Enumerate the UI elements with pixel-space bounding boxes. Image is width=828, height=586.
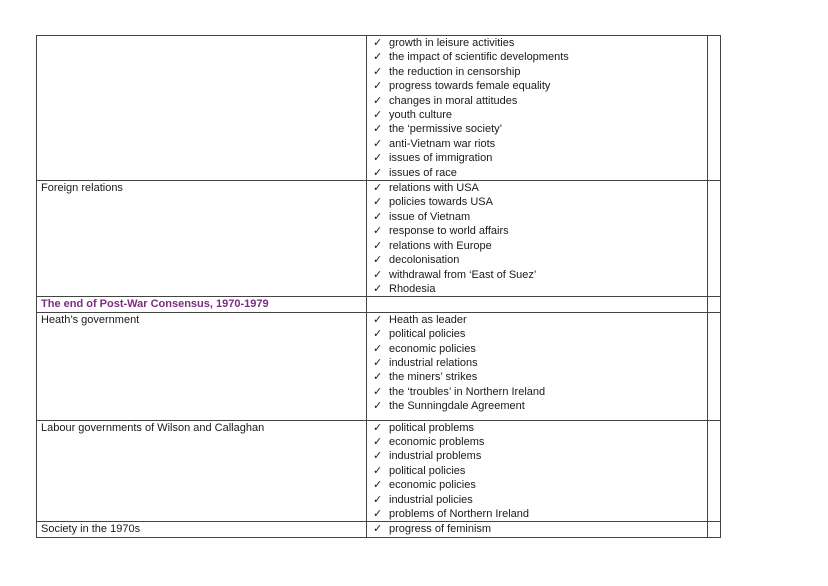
list-item-text: response to world affairs bbox=[389, 225, 509, 238]
check-mark-icon: ✓ bbox=[373, 182, 383, 195]
content-list bbox=[371, 522, 703, 536]
check-mark-icon: ✓ bbox=[373, 371, 383, 384]
list-item bbox=[371, 435, 703, 449]
check-mark-icon: ✓ bbox=[373, 94, 383, 107]
spacer-cell bbox=[708, 36, 721, 181]
table-row bbox=[37, 312, 721, 420]
content-cell bbox=[367, 297, 708, 312]
list-item-text: Rhodesia bbox=[389, 282, 436, 295]
list-item-text: the ‘permissive society’ bbox=[389, 123, 503, 136]
list-item bbox=[371, 122, 703, 136]
list-item bbox=[371, 313, 703, 327]
table-row bbox=[37, 181, 721, 297]
list-item bbox=[371, 449, 703, 463]
topic-label: Labour governments of Wilson and Callaghan bbox=[41, 421, 265, 434]
list-item bbox=[371, 342, 703, 356]
list-item-text: changes in moral attitudes bbox=[389, 94, 518, 107]
list-item-text: relations with Europe bbox=[389, 239, 492, 252]
list-item-text: the miners’ strikes bbox=[389, 371, 478, 384]
content-list bbox=[371, 181, 703, 296]
list-item-text: political problems bbox=[389, 421, 474, 434]
list-item bbox=[371, 36, 703, 50]
list-item-text: industrial problems bbox=[389, 450, 482, 463]
check-mark-icon: ✓ bbox=[373, 493, 383, 506]
table-row bbox=[37, 522, 721, 537]
list-item-text: Heath as leader bbox=[389, 313, 467, 326]
list-item-text: economic problems bbox=[389, 435, 485, 448]
list-item-text: relations with USA bbox=[389, 182, 479, 195]
check-mark-icon: ✓ bbox=[373, 210, 383, 223]
spacer-cell bbox=[708, 420, 721, 522]
topic-label: Society in the 1970s bbox=[41, 523, 141, 536]
list-item bbox=[371, 493, 703, 507]
check-mark-icon: ✓ bbox=[373, 152, 383, 165]
check-mark-icon: ✓ bbox=[373, 356, 383, 369]
list-item-text: problems of Northern Ireland bbox=[389, 508, 530, 520]
section-heading bbox=[37, 297, 367, 312]
section-heading-row bbox=[37, 297, 721, 312]
list-item bbox=[371, 522, 703, 536]
list-item-text: the reduction in censorship bbox=[389, 65, 521, 78]
spacer-cell bbox=[708, 181, 721, 297]
list-item-text: anti-Vietnam war riots bbox=[389, 137, 496, 150]
topic-cell bbox=[37, 420, 367, 522]
check-mark-icon: ✓ bbox=[373, 239, 383, 252]
list-item bbox=[371, 507, 703, 521]
list-item bbox=[371, 151, 703, 165]
list-item-text: issue of Vietnam bbox=[389, 210, 471, 223]
list-item bbox=[371, 282, 703, 296]
list-item-text: the ‘troubles’ in Northern Ireland bbox=[389, 385, 546, 398]
list-item-text: the Sunningdale Agreement bbox=[389, 400, 525, 413]
list-item-text: industrial relations bbox=[389, 356, 478, 369]
content-cell bbox=[367, 522, 708, 537]
section-heading-text: The end of Post-War Consensus, 1970-1979 bbox=[41, 298, 269, 311]
check-mark-icon: ✓ bbox=[373, 137, 383, 150]
spacer-cell bbox=[708, 522, 721, 537]
check-mark-icon: ✓ bbox=[373, 435, 383, 448]
list-item-text: issues of race bbox=[389, 166, 457, 179]
list-item bbox=[371, 239, 703, 253]
check-mark-icon: ✓ bbox=[373, 268, 383, 281]
list-item bbox=[371, 65, 703, 79]
list-item-text: youth culture bbox=[389, 109, 452, 122]
check-mark-icon: ✓ bbox=[373, 450, 383, 463]
content-list bbox=[371, 36, 703, 180]
check-mark-icon: ✓ bbox=[373, 464, 383, 477]
check-mark-icon: ✓ bbox=[373, 400, 383, 413]
list-item bbox=[371, 421, 703, 435]
list-item bbox=[371, 210, 703, 224]
list-item bbox=[371, 464, 703, 478]
check-mark-icon: ✓ bbox=[373, 123, 383, 136]
list-item bbox=[371, 253, 703, 267]
list-item-text: progress of feminism bbox=[389, 523, 492, 536]
list-item-text: withdrawal from ‘East of Suez’ bbox=[389, 268, 537, 281]
check-mark-icon: ✓ bbox=[373, 80, 383, 93]
check-mark-icon: ✓ bbox=[373, 109, 383, 122]
check-mark-icon: ✓ bbox=[373, 479, 383, 492]
check-mark-icon: ✓ bbox=[373, 254, 383, 267]
check-mark-icon: ✓ bbox=[373, 196, 383, 209]
table-body bbox=[37, 36, 721, 538]
list-item bbox=[371, 94, 703, 108]
list-item-text: political policies bbox=[389, 464, 466, 477]
list-item bbox=[371, 399, 703, 413]
list-item bbox=[371, 385, 703, 399]
list-item-text: the impact of scientific developments bbox=[389, 51, 569, 64]
spacer-cell bbox=[708, 297, 721, 312]
check-mark-icon: ✓ bbox=[373, 421, 383, 434]
topic-cell bbox=[37, 312, 367, 420]
list-item bbox=[371, 181, 703, 195]
list-item bbox=[371, 79, 703, 93]
list-item bbox=[371, 166, 703, 180]
list-item bbox=[371, 478, 703, 492]
list-item bbox=[371, 356, 703, 370]
check-mark-icon: ✓ bbox=[373, 523, 383, 536]
table-row bbox=[37, 420, 721, 522]
list-item-text: economic policies bbox=[389, 342, 476, 355]
content-cell bbox=[367, 36, 708, 181]
list-item bbox=[371, 195, 703, 209]
topic-label: Heath’s government bbox=[41, 313, 140, 326]
check-mark-icon: ✓ bbox=[373, 51, 383, 64]
check-mark-icon: ✓ bbox=[373, 385, 383, 398]
check-mark-icon: ✓ bbox=[373, 166, 383, 179]
content-cell bbox=[367, 312, 708, 420]
check-mark-icon: ✓ bbox=[373, 225, 383, 238]
topic-cell bbox=[37, 36, 367, 181]
topic-cell bbox=[37, 522, 367, 537]
check-mark-icon: ✓ bbox=[373, 342, 383, 355]
check-mark-icon: ✓ bbox=[373, 313, 383, 326]
list-item bbox=[371, 108, 703, 122]
list-item-text: issues of immigration bbox=[389, 152, 493, 165]
check-mark-icon: ✓ bbox=[373, 65, 383, 78]
table-row bbox=[37, 36, 721, 181]
list-item bbox=[371, 50, 703, 64]
list-item-text: decolonisation bbox=[389, 254, 460, 267]
content-list bbox=[371, 313, 703, 414]
content-cell bbox=[367, 181, 708, 297]
check-mark-icon: ✓ bbox=[373, 37, 383, 49]
list-item-text: progress towards female equality bbox=[389, 80, 551, 93]
list-item-text: political policies bbox=[389, 328, 466, 341]
topic-label: Foreign relations bbox=[41, 182, 123, 195]
spacer-cell bbox=[708, 312, 721, 420]
content-cell bbox=[367, 420, 708, 522]
check-mark-icon: ✓ bbox=[373, 328, 383, 341]
list-item bbox=[371, 268, 703, 282]
content-list bbox=[371, 421, 703, 522]
list-item bbox=[371, 137, 703, 151]
list-item bbox=[371, 370, 703, 384]
list-item-text: policies towards USA bbox=[389, 196, 493, 209]
list-item-text: industrial policies bbox=[389, 493, 473, 506]
specification-table bbox=[36, 35, 721, 538]
topic-cell bbox=[37, 181, 367, 297]
list-item bbox=[371, 224, 703, 238]
list-item bbox=[371, 327, 703, 341]
list-item-text: growth in leisure activities bbox=[389, 37, 515, 49]
check-mark-icon: ✓ bbox=[373, 282, 383, 295]
check-mark-icon: ✓ bbox=[373, 508, 383, 520]
cell-spacing bbox=[371, 414, 703, 420]
list-item-text: economic policies bbox=[389, 479, 476, 492]
